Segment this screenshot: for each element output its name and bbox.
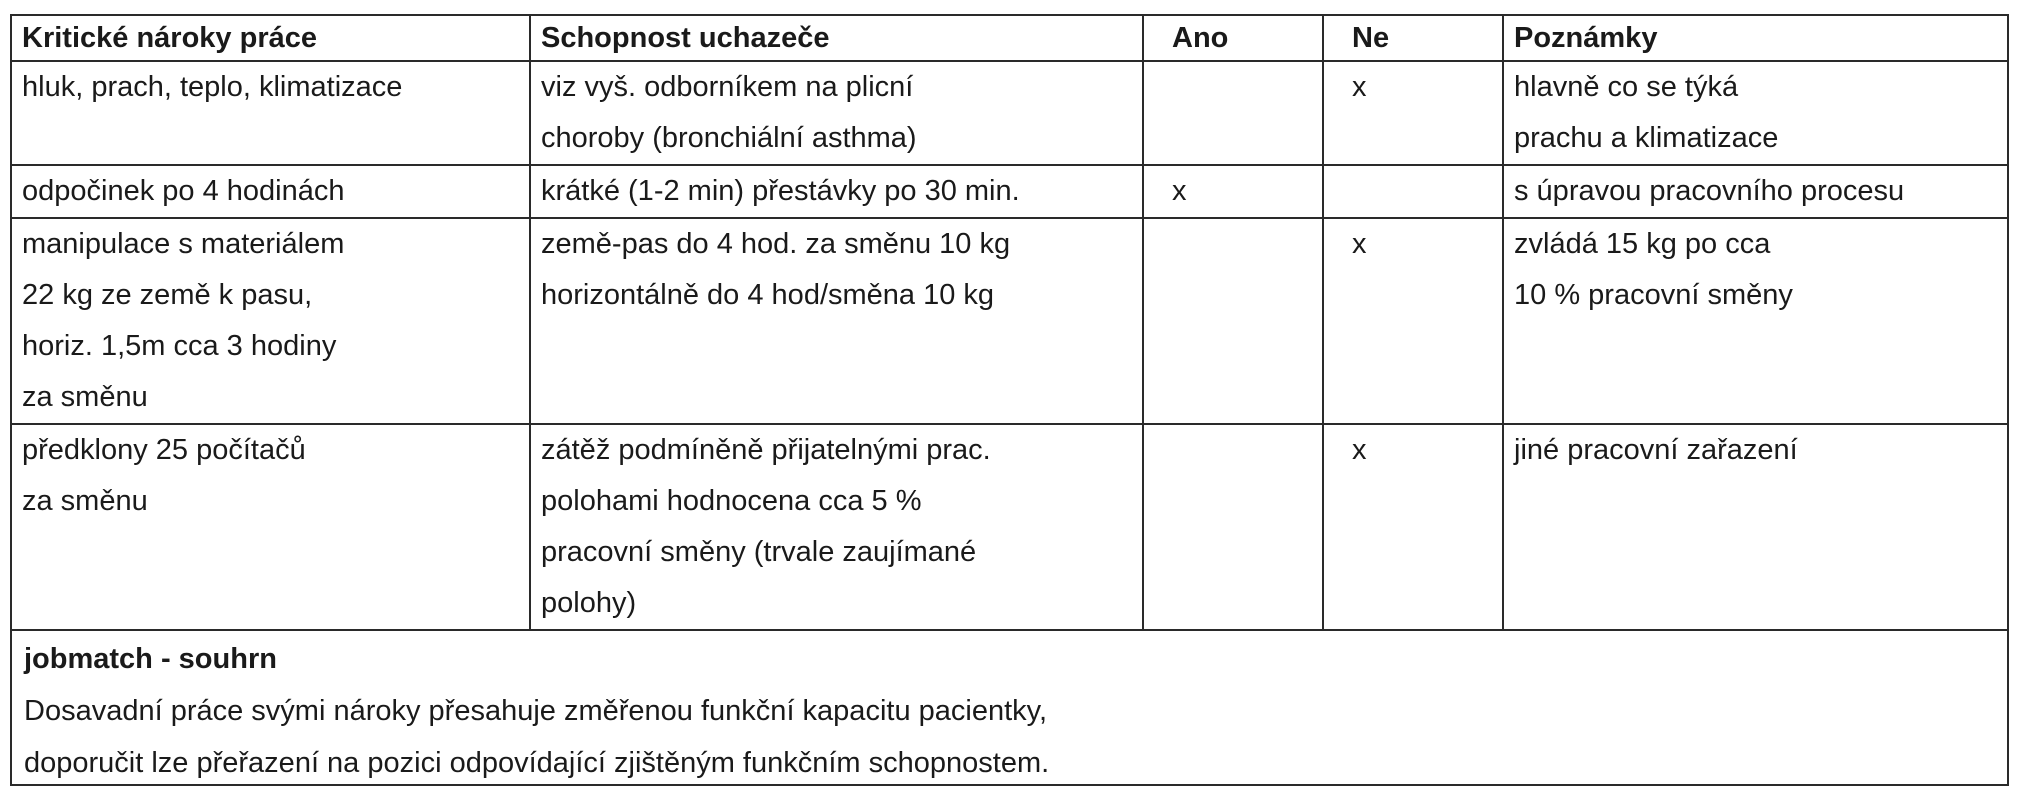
cell-text: viz vyš. odborníkem na plicní <box>541 71 914 103</box>
cell-text: horiz. 1,5m cca 3 hodiny <box>22 330 337 362</box>
cell-requirement <box>12 61 530 165</box>
header-requirement: Kritické nároky práce <box>12 16 530 61</box>
cell-no: x <box>1323 218 1503 424</box>
cell-text: polohami hodnocena cca 5 % <box>541 485 922 517</box>
cell-requirement <box>12 165 530 218</box>
cell-ability <box>530 61 1143 165</box>
cell-notes <box>1503 218 2007 424</box>
table-row <box>12 424 2007 630</box>
cell-ability <box>530 165 1143 218</box>
cell-text: 10 % pracovní směny <box>1514 279 1793 311</box>
header-row <box>12 16 2007 61</box>
table-row <box>12 165 2007 218</box>
header-ability: Schopnost uchazeče <box>530 16 1143 61</box>
cell-text: předklony 25 počítačů <box>22 434 306 466</box>
cell-no <box>1323 165 1503 218</box>
cell-yes <box>1143 218 1323 424</box>
cell-text: horizontálně do 4 hod/směna 10 kg <box>541 279 995 311</box>
jobmatch-table-frame <box>10 14 2009 786</box>
cell-no: x <box>1323 61 1503 165</box>
cell-text: s úpravou pracovního procesu <box>1514 175 1905 207</box>
cell-yes <box>1143 61 1323 165</box>
cell-text: krátké (1-2 min) přestávky po 30 min. <box>541 175 1020 207</box>
cell-notes <box>1503 61 2007 165</box>
summary-section <box>12 631 2007 789</box>
cell-text: choroby (bronchiální asthma) <box>541 122 917 154</box>
cell-text: hlavně co se týká <box>1514 71 1739 103</box>
cell-ability <box>530 424 1143 630</box>
cell-text: manipulace s materiálem <box>22 228 345 260</box>
cell-text: pracovní směny (trvale zaujímané <box>541 536 977 568</box>
cell-text: zvládá 15 kg po cca <box>1514 228 1771 260</box>
header-notes: Poznámky <box>1503 16 2007 61</box>
table-row <box>12 61 2007 165</box>
cell-yes: x <box>1143 165 1323 218</box>
cell-text: za směnu <box>22 485 148 517</box>
summary-title: jobmatch - souhrn <box>24 643 277 675</box>
cell-text: polohy) <box>541 587 637 619</box>
cell-text: 22 kg ze země k pasu, <box>22 279 313 311</box>
cell-ability <box>530 218 1143 424</box>
cell-requirement <box>12 218 530 424</box>
cell-notes <box>1503 165 2007 218</box>
cell-yes <box>1143 424 1323 630</box>
cell-text: odpočinek po 4 hodinách <box>22 175 345 207</box>
header-no: Ne <box>1323 16 1503 61</box>
jobmatch-table <box>12 16 2007 631</box>
table-row <box>12 218 2007 424</box>
header-yes: Ano <box>1143 16 1323 61</box>
cell-text: za směnu <box>22 381 148 413</box>
cell-text: země-pas do 4 hod. za směnu 10 kg <box>541 228 1011 260</box>
cell-no: x <box>1323 424 1503 630</box>
cell-text: jiné pracovní zařazení <box>1514 434 1798 466</box>
cell-text: zátěž podmíněně přijatelnými prac. <box>541 434 991 466</box>
cell-text: hluk, prach, teplo, klimatizace <box>22 71 403 103</box>
summary-line: Dosavadní práce svými nároky přesahuje změřenou funkční kapacitu pacientky, <box>24 695 1048 727</box>
cell-notes <box>1503 424 2007 630</box>
cell-requirement <box>12 424 530 630</box>
cell-text: prachu a klimatizace <box>1514 122 1779 154</box>
summary-line: doporučit lze přeřazení na pozici odpovídající zjištěným funkčním schopnostem. <box>24 747 1050 779</box>
